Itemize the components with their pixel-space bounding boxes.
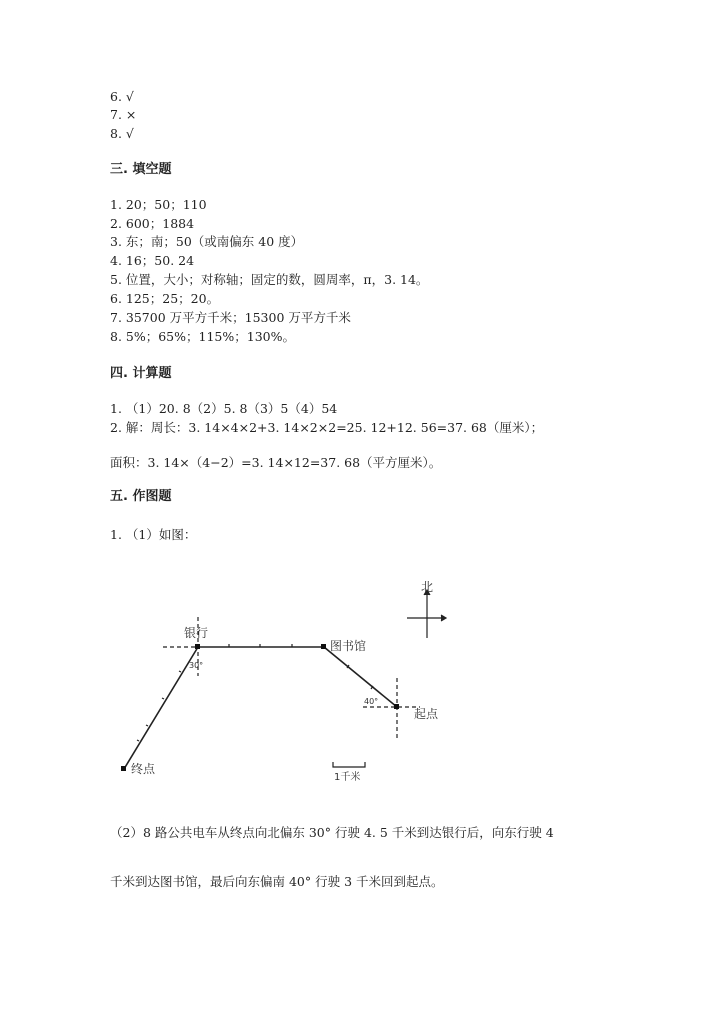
library-label: 图书馆 — [330, 639, 367, 653]
scale-bar — [333, 762, 365, 767]
draw-answer-line1: （2）8 路公共电车从终点向北偏东 30° 行驶 4. 5 千米到达银行后，向东行驶 4 — [110, 825, 554, 840]
route-end-bank — [124, 647, 198, 769]
fill-7: 7. 35700 万平方千米；15300 万平方千米 — [110, 310, 351, 325]
fill-1: 1. 20；50；110 — [110, 197, 207, 212]
start-label: 起点 — [414, 707, 439, 721]
draw-answer-line2: 千米到达图书馆，最后向东偏南 40° 行驶 3 千米回到起点。 — [110, 874, 444, 889]
scale-label: 1千米 — [334, 772, 361, 783]
calc-2: 2. 解：周长：3. 14×4×2+3. 14×2×2=25. 12+12. 56=37. 68（厘米）； — [110, 420, 544, 435]
fill-2: 2. 600；1884 — [110, 216, 195, 231]
calc-1: 1. （1）20. 8（2）5. 8（3）5（4）54 — [110, 401, 338, 416]
fill-4: 4. 16；50. 24 — [110, 253, 195, 268]
draw-q1: 1. （1）如图： — [110, 527, 197, 542]
bank-label: 银行 — [184, 626, 209, 640]
end-label: 终点 — [131, 762, 156, 776]
north-label: 北 — [421, 580, 434, 594]
fill-3: 3. 东；南；50（或南偏东 40 度） — [110, 234, 304, 249]
judge-6: 6. √ — [110, 89, 134, 104]
judge-7: 7. × — [110, 107, 137, 122]
judge-8: 8. √ — [110, 126, 134, 141]
calc-2-area: 面积：3. 14×（4−2）=3. 14×12=37. 68（平方厘米）。 — [110, 455, 442, 470]
section-title-draw: 五. 作图题 — [110, 489, 172, 504]
fill-6: 6. 125；25；20。 — [110, 291, 220, 306]
section-title-calc: 四. 计算题 — [110, 366, 172, 381]
angle-40-label: 40° — [364, 697, 379, 706]
fill-8: 8. 5%；65%；115%；130%。 — [110, 329, 295, 344]
fill-5: 5. 位置，大小；对称轴；固定的数，圆周率，π，3. 14。 — [110, 272, 429, 287]
angle-30-label: 30° — [189, 661, 204, 670]
section-title-fill: 三. 填空题 — [110, 162, 172, 177]
route-points — [121, 644, 399, 771]
route-library-start — [324, 647, 397, 707]
